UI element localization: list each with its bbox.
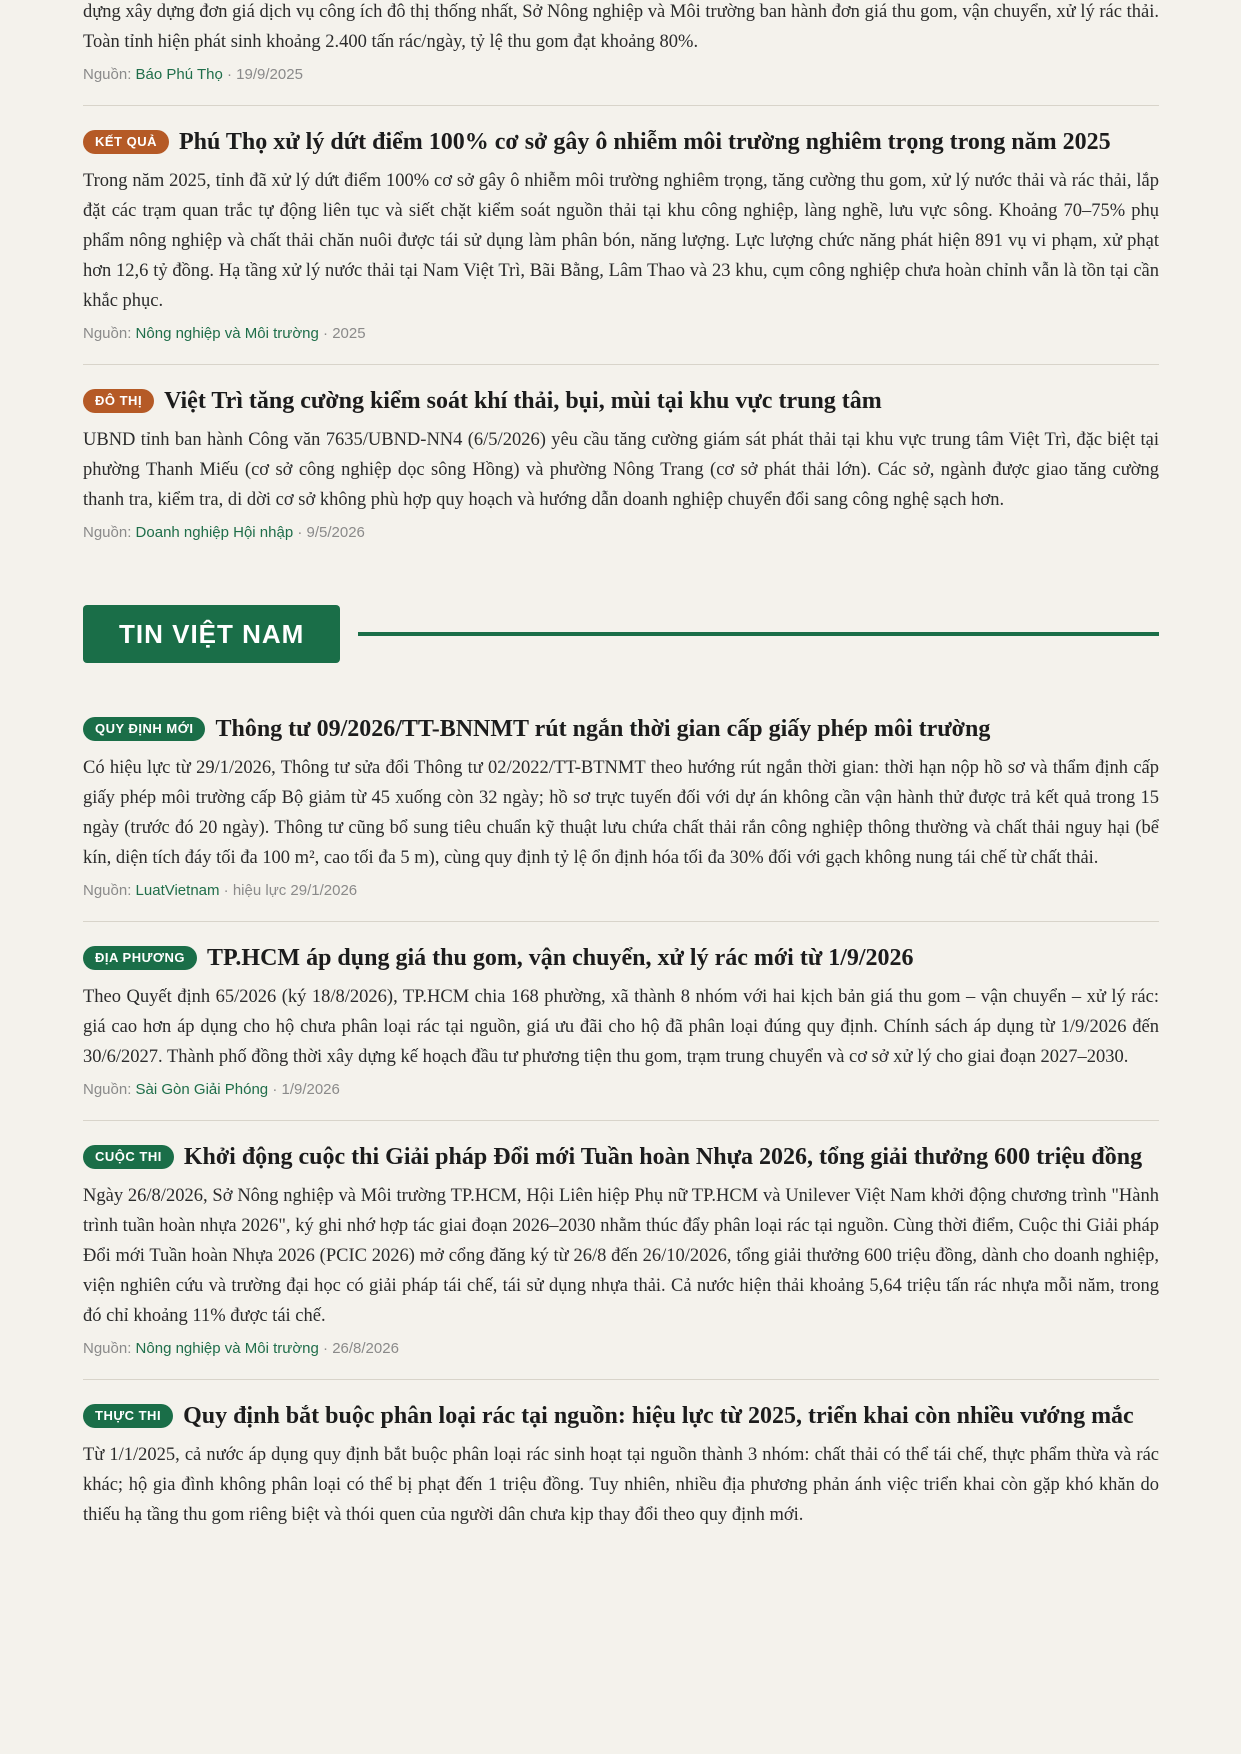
article-date: · 19/9/2025 [227, 66, 303, 83]
article-ket-qua [83, 126, 1159, 344]
category-tag: THỰC THI [83, 1404, 173, 1428]
article-body: Ngày 26/8/2026, Sở Nông nghiệp và Môi trường TP.HCM, Hội Liên hiệp Phụ nữ TP.HCM và Unilever Việt Nam khởi động chương trình "Hành trình tuần hoàn nhựa 2026", ký ghi nhớ hợp tác giai đoạn 2026–2030 nhằm thúc đẩy phân loại rác tại nguồn. Cùng thời điểm, Cuộc thi Giải pháp Đổi mới Tuần hoàn Nhựa 2026 (PCIC 2026) mở cổng đăng ký từ 26/8 đến 26/10/2026, tổng giải thưởng 600 triệu đồng, dành cho doanh nghiệp, viện nghiên cứu và trường đại học có giải pháp tái chế, tái sử dụng nhựa thải. Cả nước hiện thải khoảng 5,64 triệu tấn rác nhựa mỗi năm, trong đó chỉ khoảng 11% được tái chế. [83, 1186, 1159, 1326]
article-divider [83, 1120, 1159, 1121]
article-title[interactable] [83, 1400, 1159, 1433]
category-tag: KẾT QUẢ [83, 130, 169, 154]
article-divider [83, 105, 1159, 106]
article-title-text[interactable]: Quy định bắt buộc phân loại rác tại nguồn: hiệu lực từ 2025, triển khai còn nhiều vướng mắc [183, 1403, 1134, 1429]
section-rule [358, 632, 1159, 636]
source-label: Nguồn: [83, 882, 132, 899]
article-title-text[interactable]: Phú Thọ xử lý dứt điểm 100% cơ sở gây ô nhiễm môi trường nghiêm trọng trong năm 2025 [179, 129, 1111, 155]
source-link[interactable]: Doanh nghiệp Hội nhập [135, 524, 294, 541]
article-title[interactable] [83, 942, 1159, 975]
article-quy-dinh-moi [83, 713, 1159, 901]
article-date: · 26/8/2026 [323, 1340, 399, 1357]
article-body: Theo Quyết định 65/2026 (ký 18/8/2026), TP.HCM chia 168 phường, xã thành 8 nhóm với hai kịch bản giá thu gom – vận chuyển – xử lý rác: giá cao hơn áp dụng cho hộ chưa phân loại rác tại nguồn, giá ưu đãi cho hộ đã phân loại đúng quy định. Chính sách áp dụng từ 1/9/2026 đến 30/6/2027. Thành phố đồng thời xây dựng kế hoạch đầu tư phương tiện thu gom, trạm trung chuyển và cơ sở xử lý cho giai đoạn 2027–2030. [83, 987, 1159, 1067]
article-body: dựng xây dựng đơn giá dịch vụ công ích đô thị thống nhất, Sở Nông nghiệp và Môi trường ban hành đơn giá thu gom, vận chuyển, xử lý rác thải. Toàn tỉnh hiện phát sinh khoảng 2.400 tấn rác/ngày, tỷ lệ thu gom đạt khoảng 80%. [83, 2, 1159, 52]
source-link[interactable]: LuatVietnam [135, 882, 220, 899]
article-divider [83, 1379, 1159, 1380]
news-page [83, 0, 1159, 1530]
article-thuc-thi [83, 1400, 1159, 1530]
article-date: · hiệu lực 29/1/2026 [223, 882, 358, 899]
article-title-text[interactable]: Khởi động cuộc thi Giải pháp Đổi mới Tuần hoàn Nhựa 2026, tổng giải thưởng 600 triệu đồng [183, 1144, 1143, 1170]
article-title[interactable] [83, 1141, 1159, 1174]
article-body: Trong năm 2025, tỉnh đã xử lý dứt điểm 100% cơ sở gây ô nhiễm môi trường nghiêm trọng, tăng cường thu gom, xử lý nước thải và rác thải, lắp đặt các trạm quan trắc tự động liên tục và siết chặt kiểm soát nguồn thải tại khu công nghiệp, làng nghề, lưu vực sông. Khoảng 70–75% phụ phẩm nông nghiệp và chất thải chăn nuôi được tái sử dụng làm phân bón, năng lượng. Lực lượng chức năng phát hiện 891 vụ vi phạm, xử phạt hơn 12,6 tỷ đồng. Hạ tầng xử lý nước thải tại Nam Việt Trì, Bãi Bằng, Lâm Thao và 23 khu, cụm công nghiệp chưa hoàn chỉnh vẫn là tồn tại cần khắc phục. [83, 171, 1159, 311]
article-body: UBND tỉnh ban hành Công văn 7635/UBND-NN4 (6/5/2026) yêu cầu tăng cường giám sát phát thải tại khu vực trung tâm Việt Trì, đặc biệt tại phường Thanh Miếu (cơ sở công nghiệp dọc sông Hồng) và phường Nông Trang (cơ sở phát thải lớn). Các sở, ngành được giao tăng cường thanh tra, kiểm tra, di dời cơ sở không phù hợp quy hoạch và hướng dẫn doanh nghiệp chuyển đổi sang công nghệ sạch hơn. [83, 430, 1159, 510]
source-label: Nguồn: [83, 1081, 132, 1098]
source-link[interactable]: Nông nghiệp và Môi trường [135, 1340, 319, 1357]
article-source [83, 324, 1159, 344]
category-tag: QUY ĐỊNH MỚI [83, 717, 205, 741]
article-source [83, 1339, 1159, 1359]
article-body: Từ 1/1/2025, cả nước áp dụng quy định bắt buộc phân loại rác sinh hoạt tại nguồn thành 3 nhóm: chất thải có thể tái chế, thực phẩm thừa và rác khác; hộ gia đình không phân loại có thể bị phạt đến 1 triệu đồng. Tuy nhiên, nhiều địa phương phản ánh việc triển khai còn gặp khó khăn do thiếu hạ tầng thu gom riêng biệt và thói quen của người dân chưa kịp thay đổi theo quy định mới. [83, 1445, 1159, 1525]
source-link[interactable]: Báo Phú Thọ [135, 66, 223, 83]
article-body: Có hiệu lực từ 29/1/2026, Thông tư sửa đổi Thông tư 02/2022/TT-BTNMT theo hướng rút ngắn thời gian: thời hạn nộp hồ sơ và thẩm định cấp giấy phép môi trường cấp Bộ giảm từ 45 xuống còn 32 ngày; hồ sơ trực tuyến đối với dự án không cần vận hành thử được trả kết quả trong 15 ngày (trước đó 20 ngày). Thông tư cũng bổ sung tiêu chuẩn kỹ thuật lưu chứa chất thải rắn công nghiệp thông thường và chất thải nguy hại (bể kín, diện tích đáy tối đa 100 m², cao tối đa 5 m), cùng quy định tỷ lệ ổn định hóa tối đa 30% đối với gạch không nung tái chế từ chất thải. [83, 758, 1159, 868]
section-header-tin-viet-nam [83, 605, 1159, 663]
source-link[interactable]: Sài Gòn Giải Phóng [135, 1081, 269, 1098]
section-label: TIN VIỆT NAM [83, 605, 340, 663]
article-source [83, 65, 1159, 85]
article-source [83, 881, 1159, 901]
source-label: Nguồn: [83, 66, 132, 83]
article-divider [83, 921, 1159, 922]
article-title-text[interactable]: Việt Trì tăng cường kiểm soát khí thải, bụi, mùi tại khu vực trung tâm [164, 388, 882, 414]
article-title-text[interactable]: TP.HCM áp dụng giá thu gom, vận chuyển, xử lý rác mới từ 1/9/2026 [206, 945, 914, 971]
article-dia-phuong [83, 942, 1159, 1100]
source-label: Nguồn: [83, 1340, 132, 1357]
category-tag: ĐỊA PHƯƠNG [83, 946, 197, 970]
article-date: · 1/9/2026 [272, 1081, 340, 1098]
article-title[interactable] [83, 385, 1159, 418]
article-title-text[interactable]: Thông tư 09/2026/TT-BNNMT rút ngắn thời gian cấp giấy phép môi trường [215, 716, 991, 742]
source-link[interactable]: Nông nghiệp và Môi trường [135, 325, 319, 342]
category-tag: ĐÔ THỊ [83, 389, 154, 413]
source-label: Nguồn: [83, 325, 132, 342]
article-source [83, 523, 1159, 543]
article-title[interactable] [83, 713, 1159, 746]
article-lead [83, 0, 1159, 85]
article-date: · 2025 [323, 325, 366, 342]
category-tag: CUỘC THI [83, 1145, 174, 1169]
article-date: · 9/5/2026 [297, 524, 365, 541]
article-title[interactable] [83, 126, 1159, 159]
article-divider [83, 364, 1159, 365]
article-source [83, 1080, 1159, 1100]
source-label: Nguồn: [83, 524, 132, 541]
article-cuoc-thi [83, 1141, 1159, 1359]
article-do-thi [83, 385, 1159, 543]
